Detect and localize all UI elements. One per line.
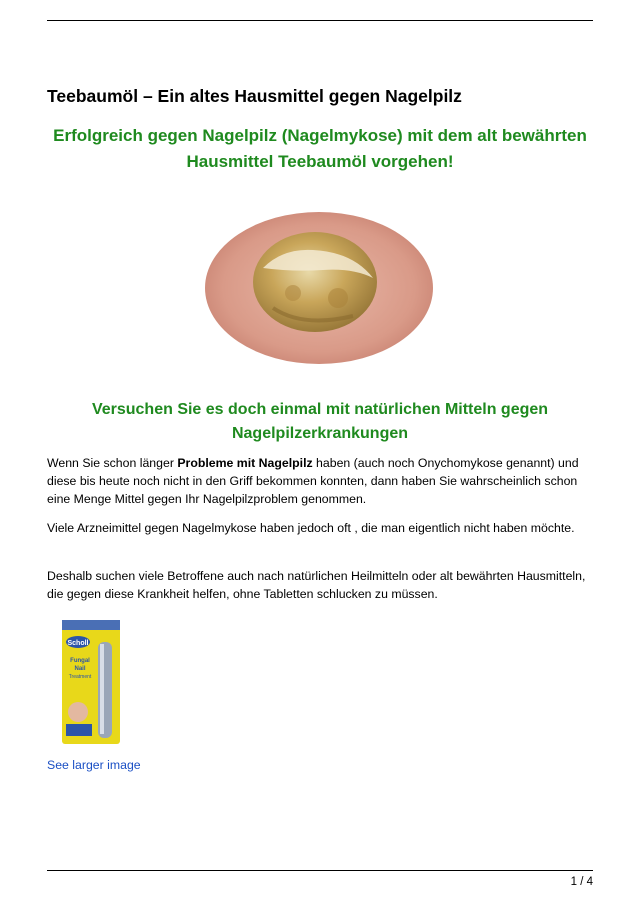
subheading-intro: Erfolgreich gegen Nagelpilz (Nagelmykose) mit dem alt bewährten Hausmittel Teebaumöl vorgehen! <box>53 126 587 171</box>
paragraph-intro-before: Wenn Sie schon länger <box>47 456 178 470</box>
footer-rule <box>47 870 593 871</box>
nail-fungus-photo <box>203 208 435 366</box>
paragraph-side-effects: Viele Arzneimittel gegen Nagelmykose haben jedoch oft , die man eigentlich nicht haben möchte. <box>47 521 575 535</box>
page-title: Teebaumöl – Ein altes Hausmittel gegen Nagelpilz <box>47 86 462 106</box>
package-line-1: Fungal <box>70 658 90 664</box>
page-number: 1 / 4 <box>570 876 593 888</box>
paragraph-intro-bold: Probleme mit Nagelpilz <box>177 456 313 470</box>
paragraph-home-remedies: Deshalb suchen viele Betroffene auch nach natürlichen Heilmitteln oder alt bewährten Hausmitteln, die gegen diese Krankheit helfen, ohne Tabletten schlucken zu müssen. <box>47 569 586 601</box>
paragraph-intro-after: haben (auch noch Onychomykose genannt) und diese bis heute noch nicht in den Griff bekommen konnten, dann haben Sie wahrscheinlich schon eine Menge Mittel gegen Ihr Nagelpilzproblem genommen. <box>47 456 579 506</box>
package-line-3: Treatment <box>68 674 92 680</box>
subheading-natural-remedies: Versuchen Sie es doch einmal mit natürlichen Mitteln gegen Nagelpilzerkrankungen <box>91 401 549 442</box>
package-line-2: Nail <box>74 666 86 672</box>
product-package-image <box>50 612 130 752</box>
header-rule <box>47 20 593 21</box>
paragraph-intro <box>47 454 593 508</box>
see-larger-image-link[interactable]: See larger image <box>47 758 141 772</box>
package-brand: Scholl <box>67 640 89 647</box>
